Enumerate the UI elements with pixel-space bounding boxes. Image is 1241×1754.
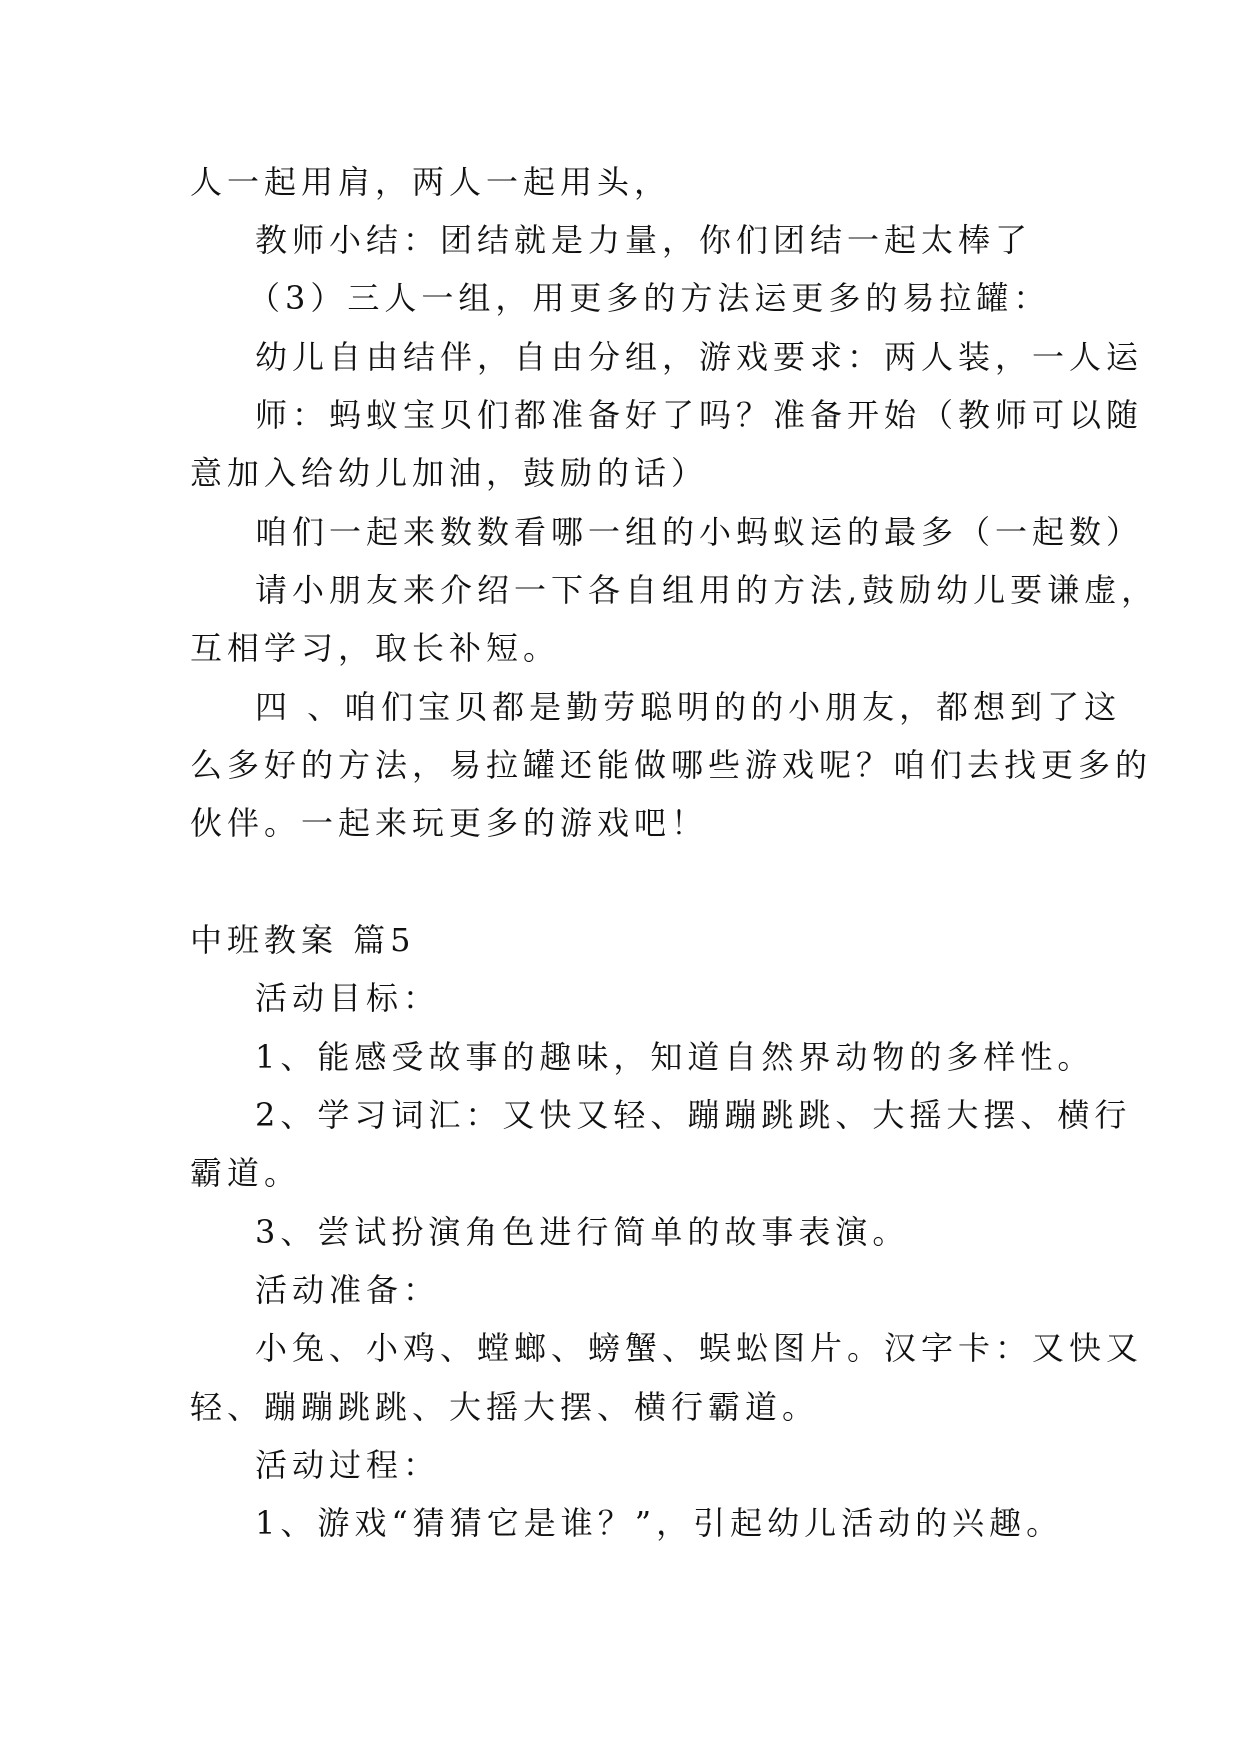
text-line: 1、能感受故事的趣味，知道自然界动物的多样性。: [255, 1038, 1095, 1076]
text-line: 请小朋友来介绍一下各自组用的方法,鼓励幼儿要谦虚，: [255, 571, 1159, 609]
text-line: 师：蚂蚁宝贝们都准备好了吗？准备开始（教师可以随: [255, 396, 1144, 434]
text-line: 活动准备：: [255, 1271, 441, 1309]
text-line: 1、游戏“猜猜它是谁？”，引起幼儿活动的兴趣。: [255, 1504, 1064, 1542]
text-line: 人一起用肩，两人一起用头，: [190, 163, 672, 201]
section-heading: 中班教案 篇5: [190, 921, 416, 959]
text-line: 教师小结：团结就是力量，你们团结一起太棒了: [255, 221, 1033, 259]
text-line: 么多好的方法，易拉罐还能做哪些游戏呢？咱们去找更多的: [190, 746, 1153, 784]
text-line: 咱们一起来数数看哪一组的小蚂蚁运的最多（一起数）: [255, 513, 1144, 551]
text-line: 伙伴。一起来玩更多的游戏吧！: [190, 804, 709, 842]
text-line: 四 、咱们宝贝都是勤劳聪明的的小朋友，都想到了这: [255, 688, 1122, 726]
text-line: 活动目标：: [255, 979, 441, 1017]
text-line: 小兔、小鸡、螳螂、螃蟹、蜈蚣图片。汉字卡：又快又: [255, 1329, 1144, 1367]
text-line: 意加入给幼儿加油，鼓励的话）: [190, 454, 709, 492]
text-line: （3）三人一组，用更多的方法运更多的易拉罐：: [248, 279, 1051, 317]
text-line: 3、尝试扮演角色进行简单的故事表演。: [255, 1213, 910, 1251]
text-line: 幼儿自由结伴，自由分组，游戏要求：两人装，一人运: [255, 338, 1144, 376]
text-line: 2、学习词汇：又快又轻、蹦蹦跳跳、大摇大摆、横行: [255, 1096, 1132, 1134]
text-line: 活动过程：: [255, 1446, 441, 1484]
text-line: 互相学习，取长补短。: [190, 629, 561, 667]
text-line: 轻、蹦蹦跳跳、大摇大摆、横行霸道。: [190, 1388, 820, 1426]
text-line: 霸道。: [190, 1154, 302, 1192]
